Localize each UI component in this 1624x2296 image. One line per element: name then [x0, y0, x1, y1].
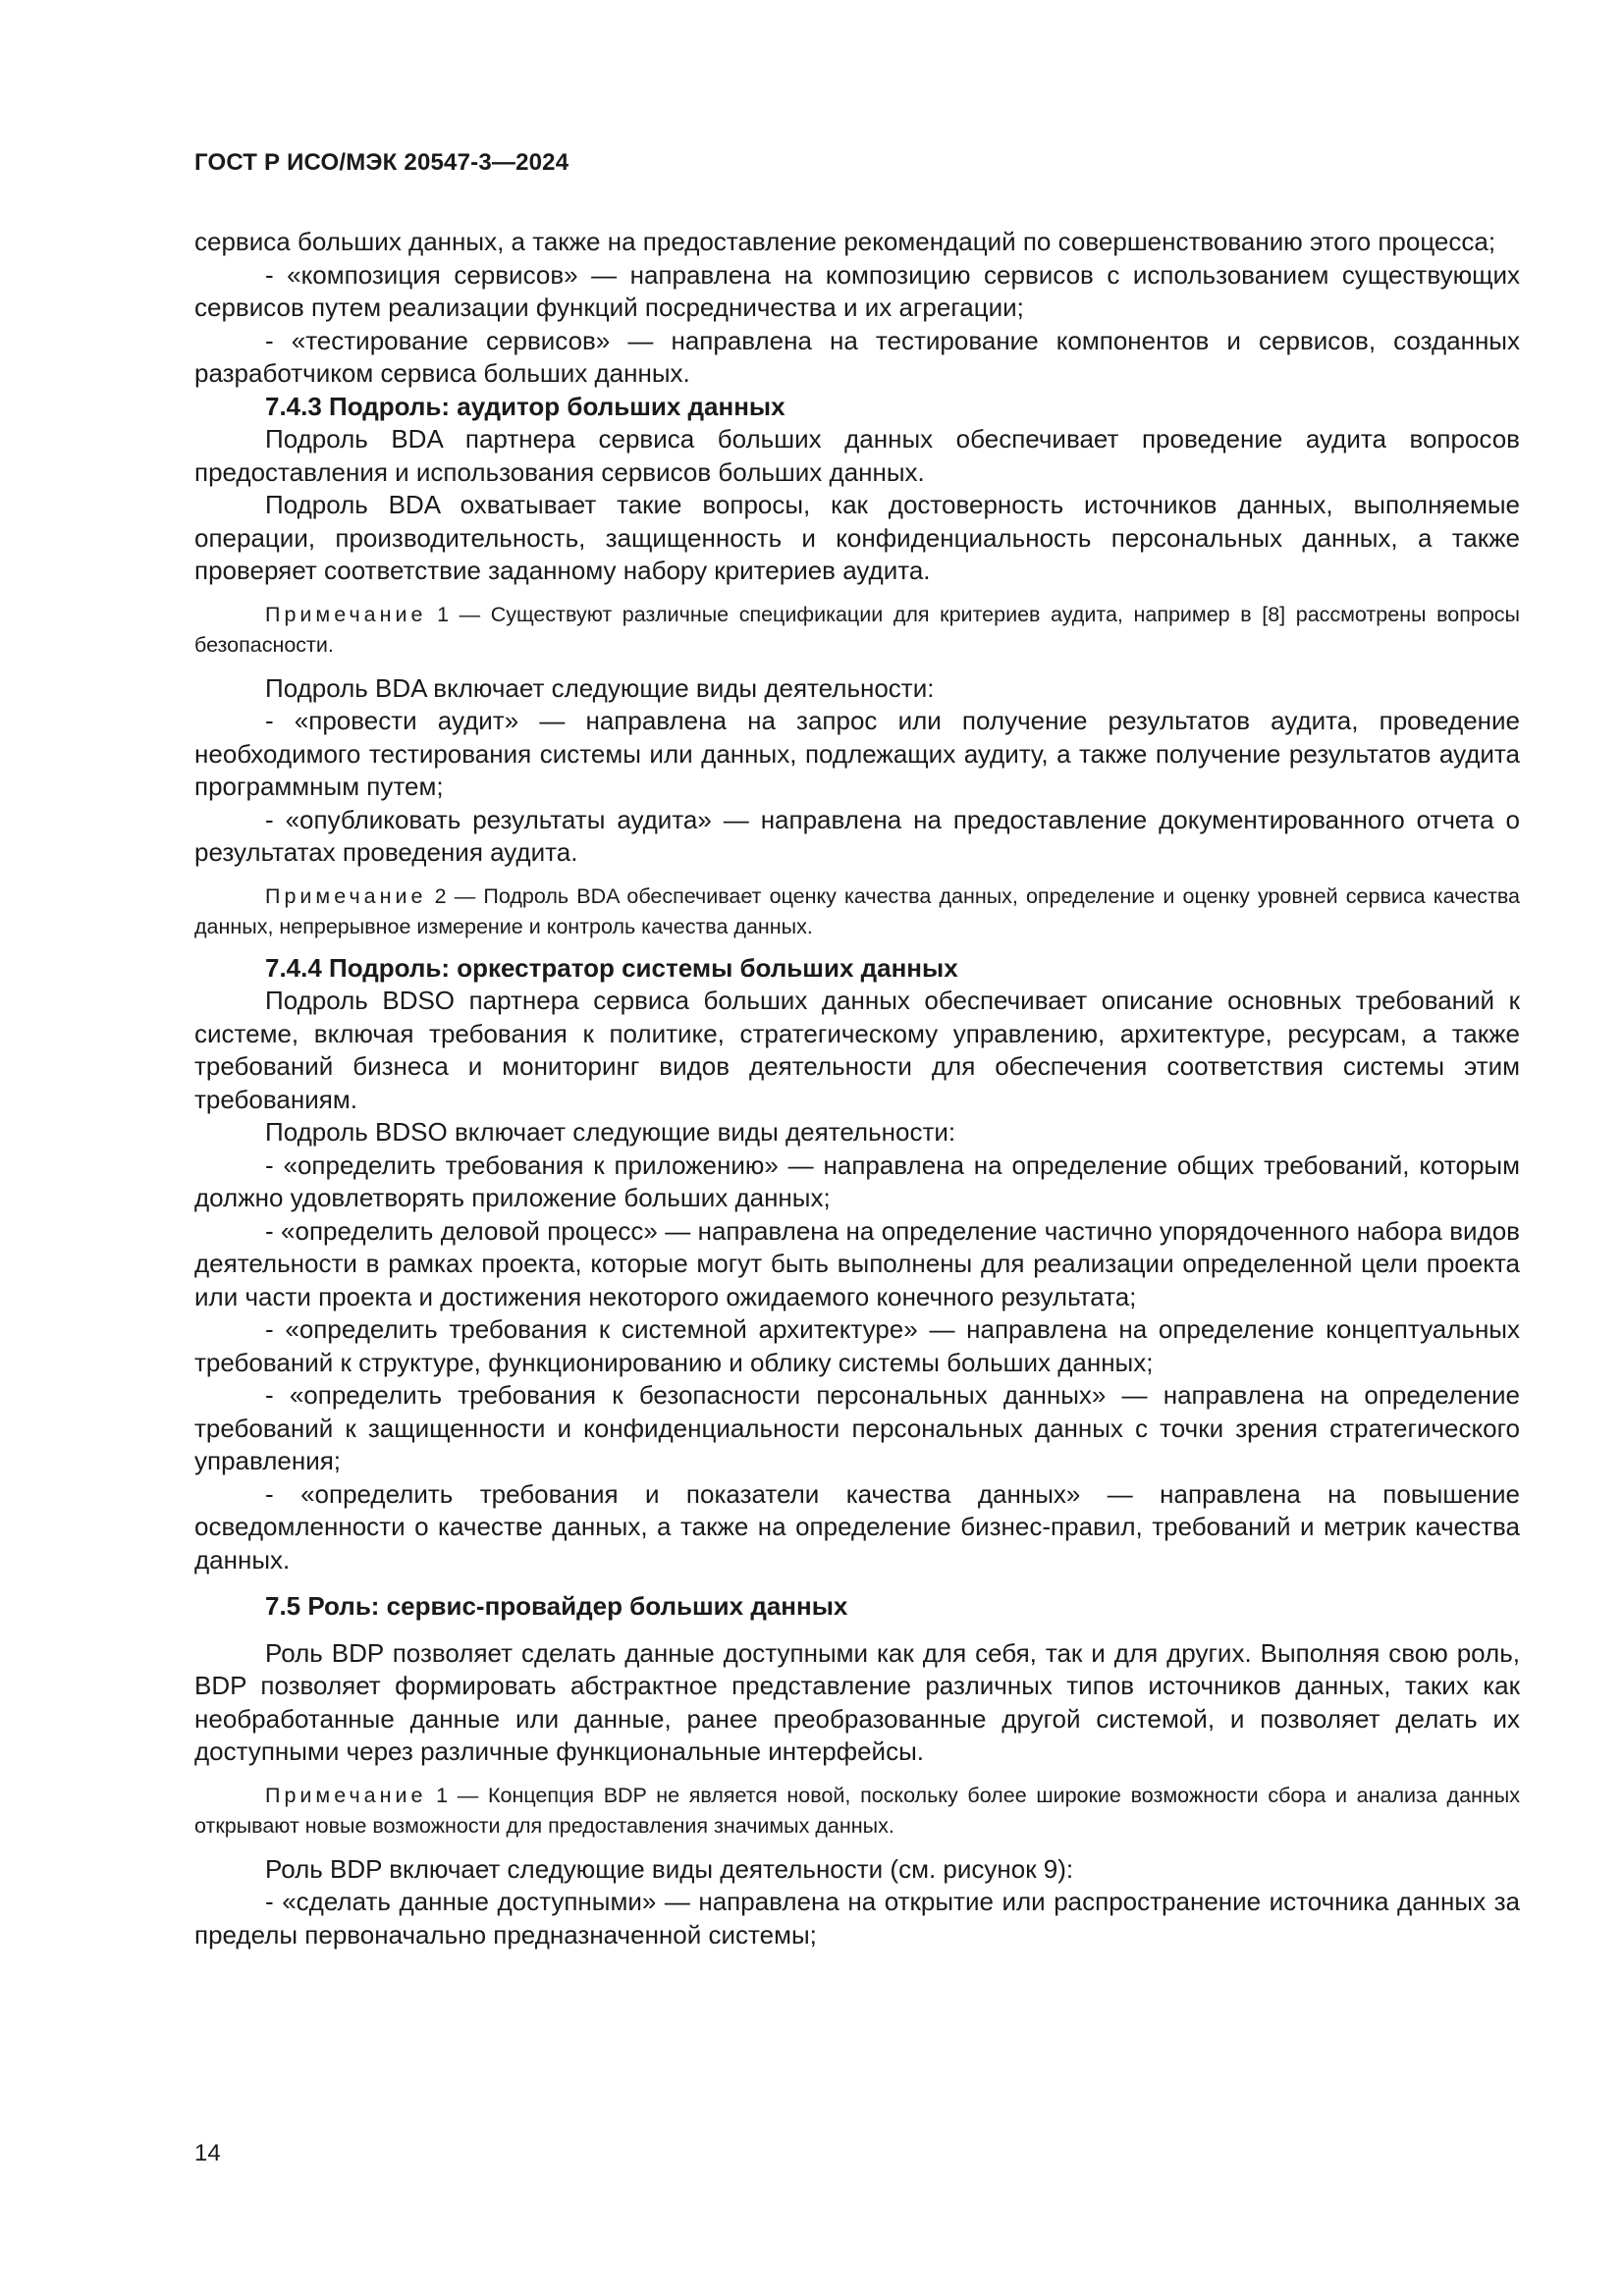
- list-item: - «определить деловой процесс» — направлена на определение частично упорядоченного набора видов деятельности в рамках проекта, которые могут быть выполнены для реализации определенной цели проекта или части проекта и достижения некоторого ожидаемого конечного результата;: [194, 1215, 1520, 1311]
- list-item: - «провести аудит» — направлена на запрос или получение результатов аудита, проведение необходимого тестирования системы или данных, подлежащих аудиту, а также получение результатов аудита программным путем;: [194, 706, 1520, 801]
- paragraph: сервиса больших данных, а также на предоставление рекомендаций по совершенствованию этого процесса;: [194, 227, 1496, 256]
- paragraph: Подроль BDA охватывает такие вопросы, как достоверность источников данных, выполняемые операции, производительность, защищенность и конфиденциальность персональных данных, а также проверяет соответствие заданному набору критериев аудита.: [194, 490, 1520, 585]
- document-body: [194, 226, 1520, 1951]
- paragraph: Подроль BDA партнера сервиса больших данных обеспечивает проведение аудита вопросов предоставления и использования сервисов больших данных.: [194, 424, 1520, 487]
- section-heading-7-4-4: 7.4.4 Подроль: оркестратор системы больших данных: [265, 952, 958, 983]
- list-item: - «опубликовать результаты аудита» — направлена на предоставление документированного отчета о результатах проведения аудита.: [194, 804, 1520, 867]
- section-heading-7-5: 7.5 Роль: сервис-провайдер больших данных: [265, 1591, 848, 1621]
- paragraph: Роль BDP позволяет сделать данные доступными как для себя, так и для других. Выполняя свою роль, BDP позволяет формировать абстрактное представление различных типов источников данных, таких как необработанные данные или данные, ранее преобразованные другой системой, и позволяет делать их доступными через различные функциональные интерфейсы.: [194, 1637, 1520, 1766]
- document-header: ГОСТ Р ИСО/МЭК 20547-3—2024: [194, 149, 569, 176]
- note-label: Примечание: [265, 1783, 427, 1807]
- page-number: 14: [194, 2140, 221, 2166]
- note-label: Примечание: [265, 883, 427, 908]
- note-label: Примечание: [265, 602, 427, 626]
- paragraph: Подроль BDA включает следующие виды деятельности:: [265, 672, 935, 703]
- list-item: - «композиция сервисов» — направлена на композицию сервисов с использованием существующих сервисов путем реализации функций посредничества и их агрегации;: [194, 259, 1520, 322]
- paragraph: Роль BDP включает следующие виды деятельности (см. рисунок 9):: [265, 1853, 1074, 1884]
- note-text: 1 — Концепция BDP не является новой, поскольку более широкие возможности сбора и анализа данных открывают новые возможности для предоставления значимых данных.: [194, 1783, 1520, 1838]
- note-3: [194, 1781, 1520, 1842]
- list-item: - «определить требования к системной архитектуре» — направлена на определение концептуальных требований к структуре, функционированию и облику системы больших данных;: [194, 1314, 1520, 1377]
- list-item: - «определить требования к безопасности персональных данных» — направлена на определение требований к защищенности и конфиденциальности персональных данных с точки зрения стратегического управления;: [194, 1380, 1520, 1475]
- section-heading-7-4-3: 7.4.3 Подроль: аудитор больших данных: [265, 391, 785, 421]
- note-text: 2 — Подроль BDA обеспечивает оценку качества данных, определение и оценку уровней сервиса качества данных, непрерывное измерение и контроль качества данных.: [194, 883, 1520, 938]
- list-item: - «сделать данные доступными» — направлена на открытие или распространение источника данных за пределы первоначально предназначенной системы;: [194, 1887, 1520, 1949]
- note-text: 1 — Существуют различные спецификации для критериев аудита, например в [8] рассмотрены вопросы безопасности.: [194, 602, 1520, 657]
- note-1: [194, 600, 1520, 661]
- list-item: - «определить требования к приложению» — направлена на определение общих требований, которым должно удовлетворять приложение больших данных;: [194, 1149, 1520, 1212]
- paragraph: Подроль BDSO партнера сервиса больших данных обеспечивает описание основных требований к системе, включая требования к политике, стратегическому управлению, архитектуре, ресурсам, а также требований бизнеса и мониторинг видов деятельности для обеспечения соответствия системы этим требованиям.: [194, 986, 1520, 1114]
- list-item: - «определить требования и показатели качества данных» — направлена на повышение осведомленности о качестве данных, а также на определение бизнес-правил, требований и метрик качества данных.: [194, 1478, 1520, 1575]
- list-item: - «тестирование сервисов» — направлена на тестирование компонентов и сервисов, созданных разработчиком сервиса больших данных.: [194, 325, 1520, 388]
- paragraph: Подроль BDSO включает следующие виды деятельности:: [265, 1117, 956, 1147]
- note-2: [194, 881, 1520, 942]
